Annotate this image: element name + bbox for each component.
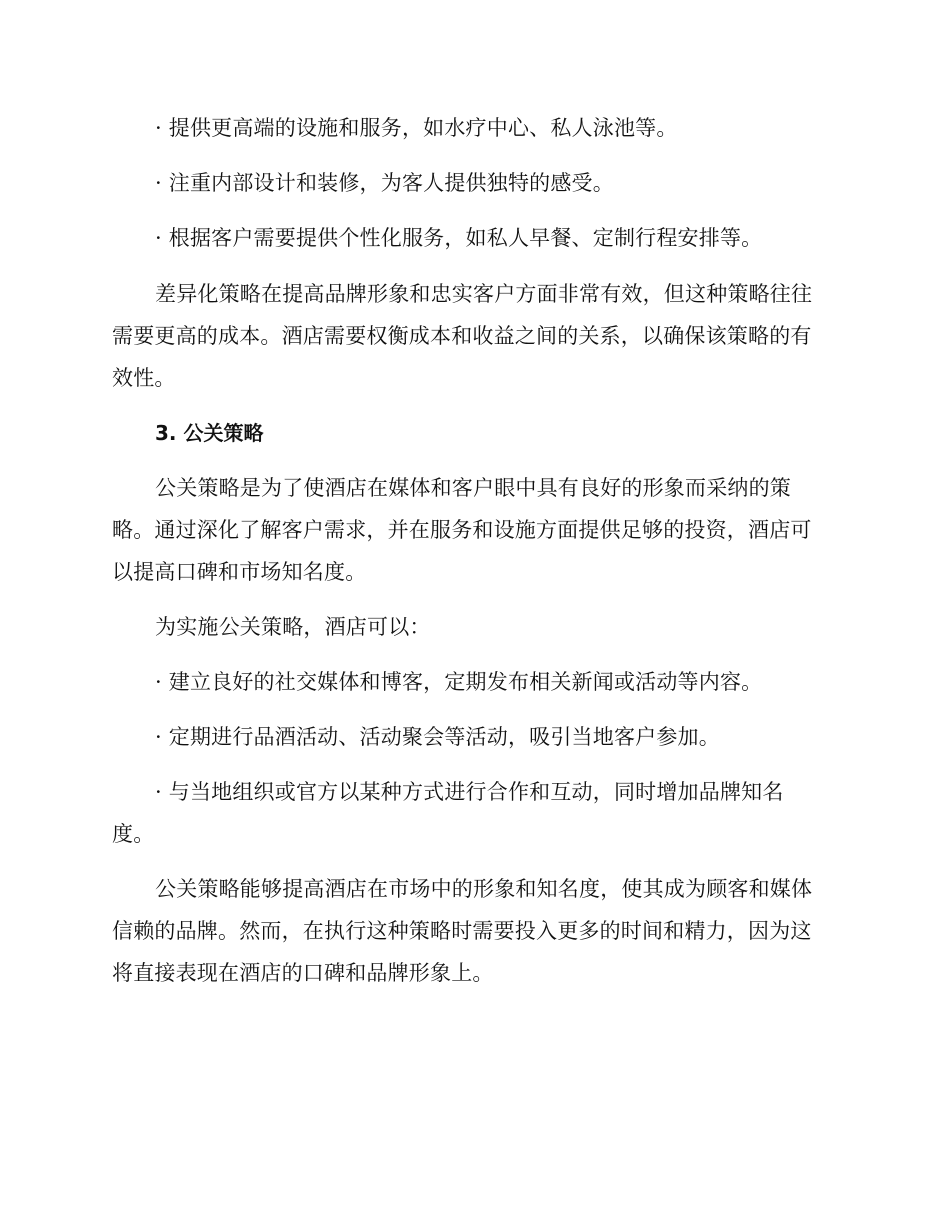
pr-conclusion-line-2: 信赖的品牌。然而，在执行这种策略时需要投入更多的时间和精力，因为这 <box>112 919 812 943</box>
differentiation-paragraph-line-2: 需要更高的成本。酒店需要权衡成本和收益之间的关系，以确保该策略的有 <box>112 324 812 348</box>
pr-conclusion-line-1: 公关策略能够提高酒店在市场中的形象和知名度，使其成为顾客和媒体 <box>155 877 813 901</box>
bullet-local-cooperation-continued: 度。 <box>112 822 155 846</box>
pr-lead-sentence: 为实施公关策略，酒店可以： <box>155 615 431 639</box>
bullet-social-media: · 建立良好的社交媒体和博客，定期发布相关新闻或活动等内容。 <box>155 670 763 694</box>
differentiation-paragraph-line-1: 差异化策略在提高品牌形象和忠实客户方面非常有效，但这种策略往往 <box>155 282 813 306</box>
bullet-local-cooperation: · 与当地组织或官方以某种方式进行合作和互动，同时增加品牌知名 <box>155 780 784 804</box>
bullet-personalized-service: · 根据客户需要提供个性化服务，如私人早餐、定制行程安排等。 <box>155 226 763 250</box>
pr-intro-line-3: 以提高口碑和市场知名度。 <box>112 560 367 584</box>
pr-conclusion-line-3: 将直接表现在酒店的口碑和品牌形象上。 <box>112 961 494 985</box>
section-heading-pr-strategy: 3. 公关策略 <box>155 421 264 445</box>
pr-intro-line-1: 公关策略是为了使酒店在媒体和客户眼中具有良好的形象而采纳的策 <box>155 476 791 500</box>
pr-intro-line-2: 略。通过深化了解客户需求，并在服务和设施方面提供足够的投资，酒店可 <box>112 518 812 542</box>
bullet-interior-design: · 注重内部设计和装修，为客人提供独特的感受。 <box>155 171 614 195</box>
bullet-wine-events: · 定期进行品酒活动、活动聚会等活动，吸引当地客户参加。 <box>155 725 720 749</box>
differentiation-paragraph-line-3: 效性。 <box>112 366 176 390</box>
bullet-upscale-facilities: · 提供更高端的设施和服务，如水疗中心、私人泳池等。 <box>155 116 678 140</box>
